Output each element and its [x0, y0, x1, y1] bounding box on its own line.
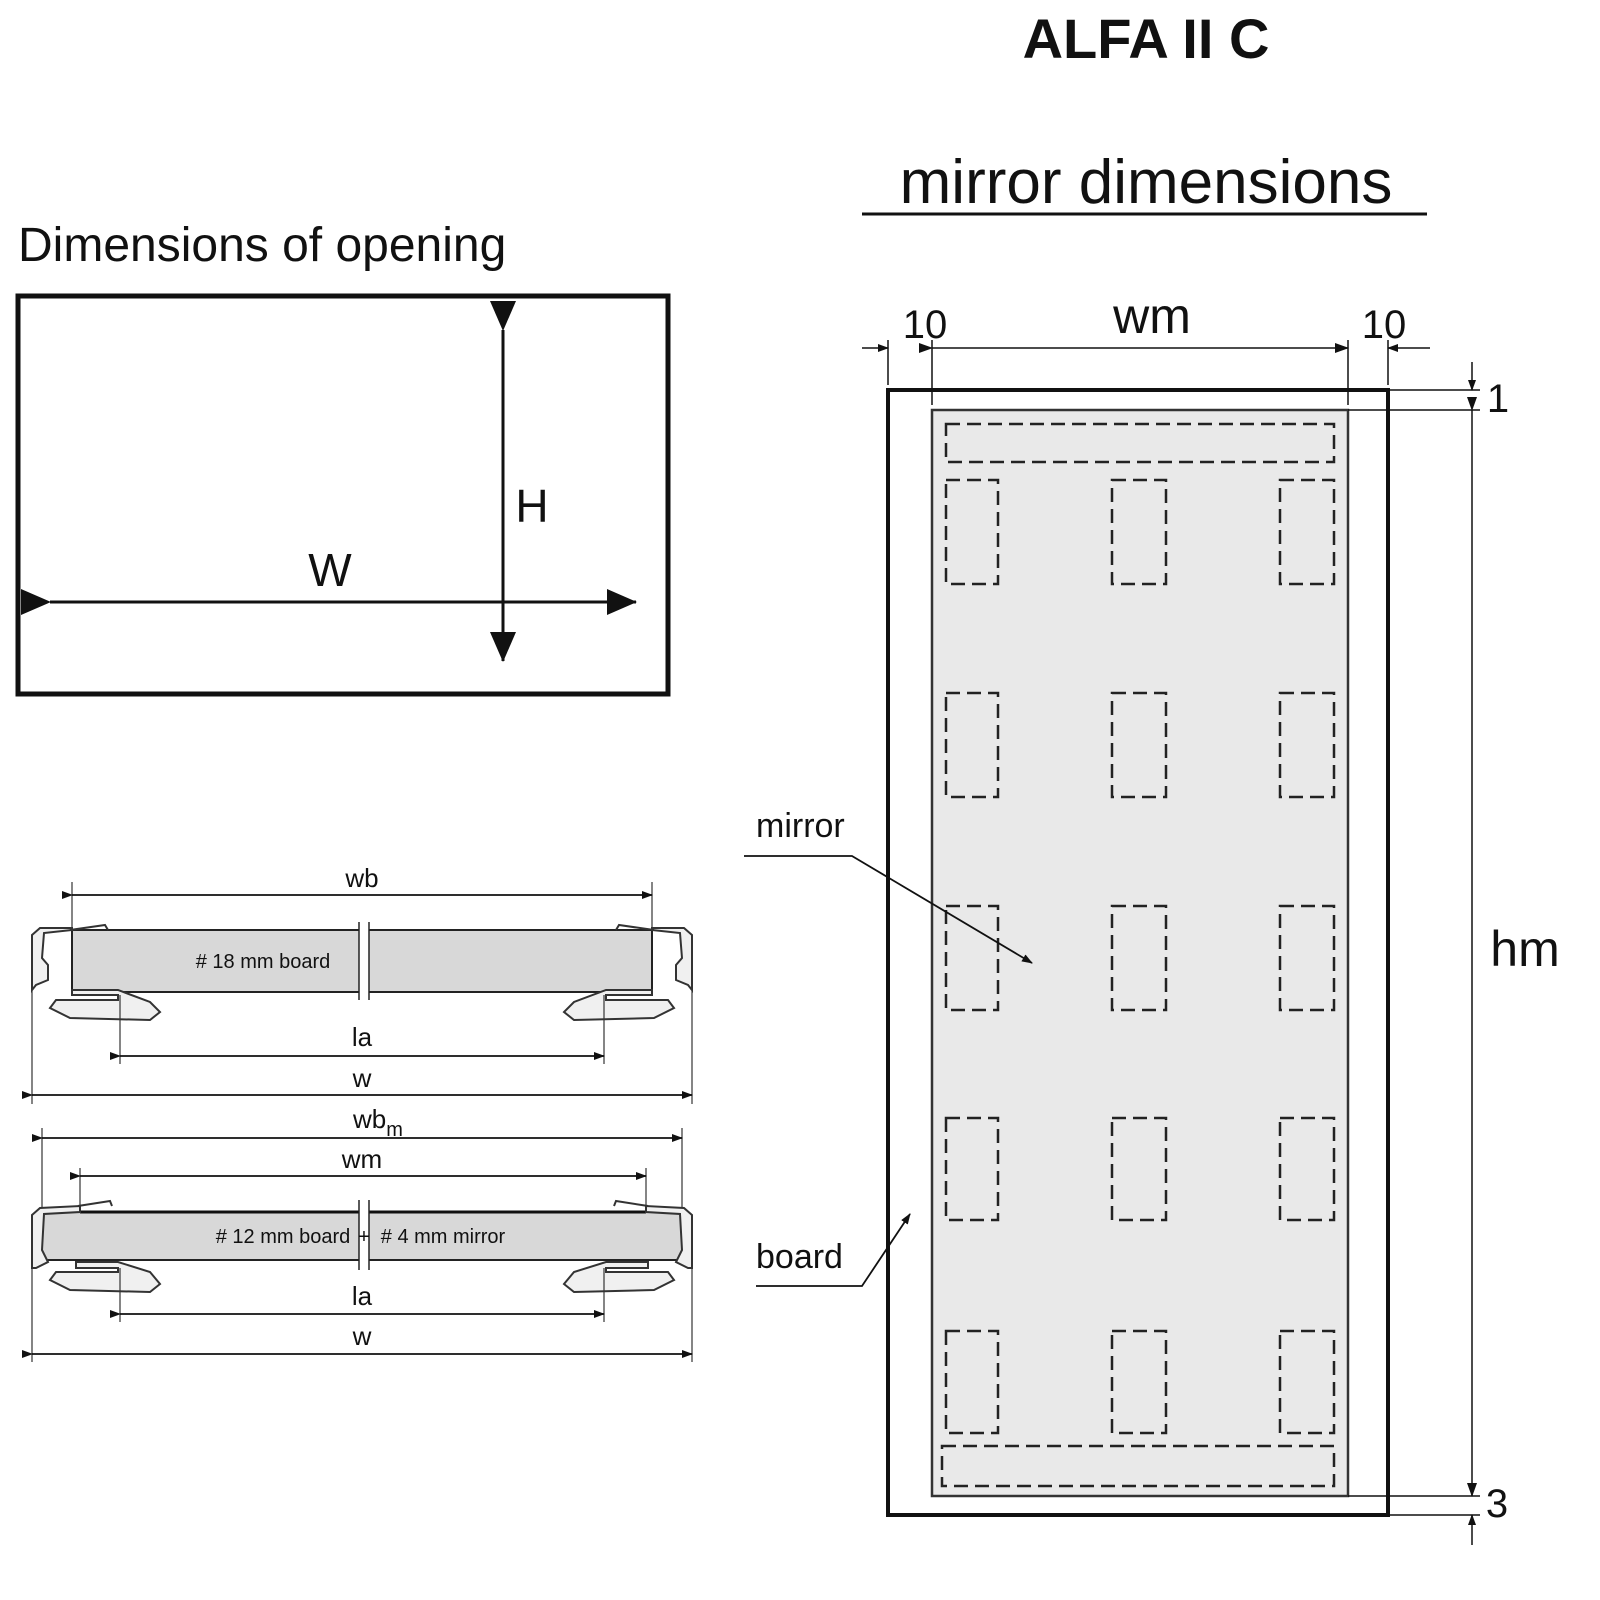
wbm-label: [352, 1104, 403, 1141]
wbm-label-main: wb: [353, 1104, 387, 1134]
bottom-gap-label: 3: [1485, 1482, 1509, 1526]
board-callout-label: board: [756, 1238, 843, 1276]
w-label-2: w: [352, 1321, 372, 1351]
product-title: ALFA II C: [1022, 7, 1270, 70]
mirror-dimensions-diagram: [744, 148, 1560, 1545]
mirror-4mm-label: # 4 mm mirror: [380, 1226, 506, 1248]
opening-diagram: [18, 219, 668, 694]
w-label: w: [352, 1063, 372, 1093]
section-board-mirror: [32, 1104, 692, 1362]
wbm-label-subscript: m: [386, 1119, 403, 1141]
opening-width-label: W: [308, 544, 352, 596]
wm-section-label: wm: [341, 1144, 383, 1174]
section-board-18mm: [32, 863, 692, 1104]
board-break-gap: [359, 922, 369, 1000]
hm-label: hm: [1490, 921, 1560, 977]
opening-height-label: H: [515, 480, 549, 532]
left-margin-label: 10: [902, 303, 948, 347]
mirror-dimensions-title: mirror dimensions: [899, 148, 1393, 217]
mirror-panel: [932, 410, 1348, 1496]
opening-rectangle: [18, 296, 668, 694]
mirror-callout-label: mirror: [756, 807, 845, 845]
opening-title: Dimensions of opening: [18, 219, 507, 272]
la-label-2: la: [351, 1281, 373, 1311]
board-18mm-label: # 18 mm board: [195, 951, 331, 973]
top-gap-label: 1: [1486, 377, 1510, 421]
wb-label: wb: [345, 863, 379, 893]
right-margin-label: 10: [1361, 303, 1407, 347]
board-12mm-label: # 12 mm board: [215, 1226, 351, 1248]
wm-label: wm: [1113, 288, 1191, 344]
plus-sign: +: [358, 1226, 370, 1248]
la-label: la: [351, 1022, 373, 1052]
